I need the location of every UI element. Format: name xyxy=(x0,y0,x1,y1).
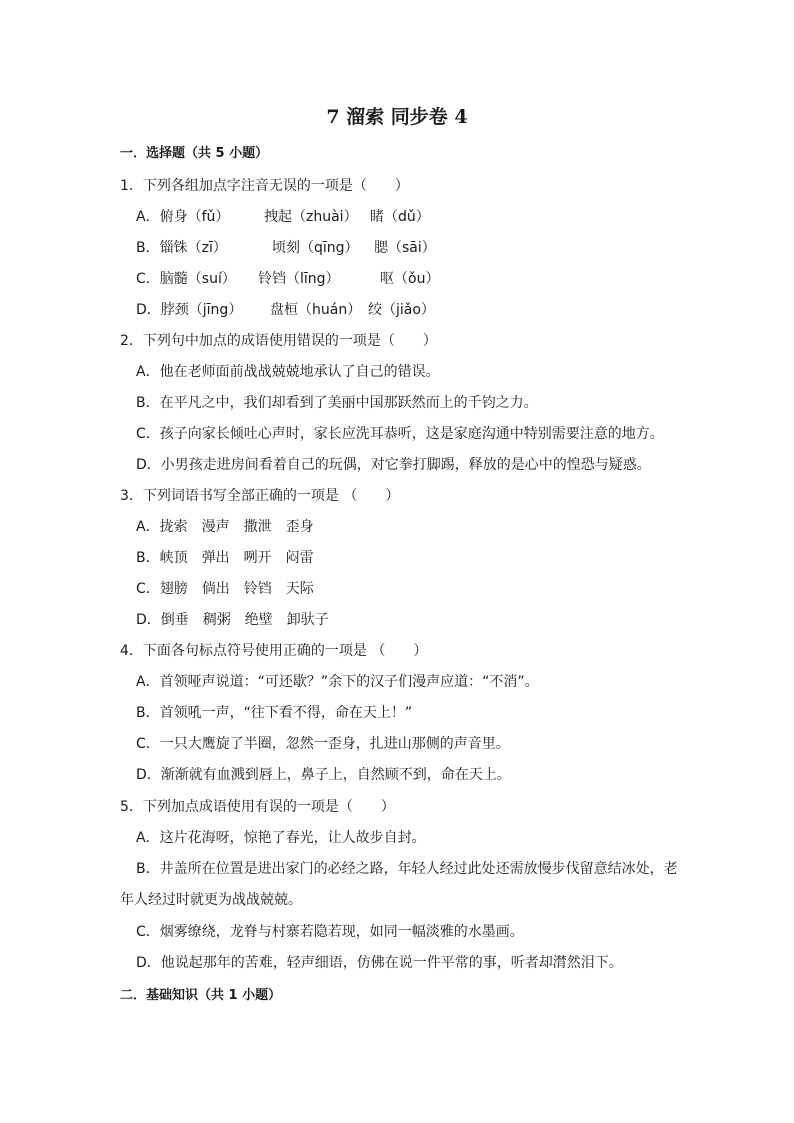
question-5-option-b-continuation: 年人经过时就更为战战兢兢。 xyxy=(120,892,302,908)
question-5-option-b: B．井盖所在位置是进出家门的必经之路，年轻人经过此处还需放慢步伐留意结冰处，老 xyxy=(136,861,678,877)
option-c-word-2: 铃铛（līng） xyxy=(258,271,340,287)
option-b-word-2: 顷刻（qīng） xyxy=(272,240,359,256)
option-a-word-2: 拽起（zhuài） xyxy=(264,209,358,225)
question-2-stem: 2．下列句中加点的成语使用错误的一项是（ ） xyxy=(120,333,437,349)
question-5-option-d: D．他说起那年的苦难，轻声细语，仿佛在说一件平常的事，听者却潸然泪下。 xyxy=(136,955,623,971)
question-5-stem: 5．下列加点成语使用有误的一项是（ ） xyxy=(120,799,395,815)
question-4-option-d: D．渐渐就有血溅到唇上，鼻子上，自然顾不到，命在天上。 xyxy=(136,767,511,783)
question-3-option-a: A．拢索 漫声 撒泄 歪身 xyxy=(136,519,314,535)
question-2-option-d: D．小男孩走进房间看着自己的玩偶，对它拳打脚踢，释放的是心中的惶恐与疑惑。 xyxy=(136,457,651,473)
question-2-option-a: A．他在老师面前战战兢兢地承认了自己的错误。 xyxy=(136,364,440,380)
option-c-word-1: C．脑髓（suí） xyxy=(136,271,236,287)
question-1-stem: 1．下列各组加点字注音无误的一项是（ ） xyxy=(120,178,409,194)
option-b-word-1: B．锱铢（zī） xyxy=(136,240,227,256)
question-3-option-d: D．倒垂 稠粥 绝壁 卸驮子 xyxy=(136,612,329,628)
question-3-stem: 3．下列词语书写全部正确的一项是 （ ） xyxy=(120,488,400,504)
question-3-option-b: B．峡顶 弹出 咧开 闷雷 xyxy=(136,550,314,566)
question-3-option-c: C．翅膀 倘出 铃铛 天际 xyxy=(136,581,314,597)
question-4-stem: 4．下面各句标点符号使用正确的一项是 （ ） xyxy=(120,643,428,659)
option-d-word-2: 盘桓（huán） xyxy=(270,302,362,318)
question-2-option-b: B．在平凡之中，我们却看到了美丽中国那跃然而上的千钧之力。 xyxy=(136,395,538,411)
option-c-word-3: 呕（ǒu） xyxy=(380,271,440,287)
question-4-option-a: A．首领哑声说道：“可还歇？”余下的汉子们漫声应道：“不消”。 xyxy=(136,674,539,690)
question-4-option-c: C．一只大鹰旋了半圈，忽然一歪身，扎进山那侧的声音里。 xyxy=(136,736,510,752)
option-d-word-1: D．脖颈（jīng） xyxy=(136,302,243,318)
page-title: 7 溜索 同步卷 4 xyxy=(326,106,468,128)
question-5-option-a: A．这片花海呀，惊艳了春光，让人故步自封。 xyxy=(136,830,426,846)
option-a-word-1: A．俯身（fǔ） xyxy=(136,209,230,225)
question-5-option-c: C．烟雾缭绕，龙脊与村寨若隐若现，如同一幅淡雅的水墨画。 xyxy=(136,924,524,940)
question-2-option-c: C．孩子向家长倾吐心声时，家长应洗耳恭听，这是家庭沟通中特别需要注意的地方。 xyxy=(136,426,664,442)
option-a-word-3: 睹（dǔ） xyxy=(370,209,430,225)
section-heading-choice: 一．选择题（共 5 小题） xyxy=(120,146,269,161)
option-b-word-3: 腮（sāi） xyxy=(374,240,436,256)
section-heading-basics: 二．基础知识（共 1 小题） xyxy=(120,988,282,1003)
question-4-option-b: B．首领吼一声，“往下看不得，命在天上！” xyxy=(136,705,413,721)
option-d-word-3: 绞（jiǎo） xyxy=(368,302,435,318)
